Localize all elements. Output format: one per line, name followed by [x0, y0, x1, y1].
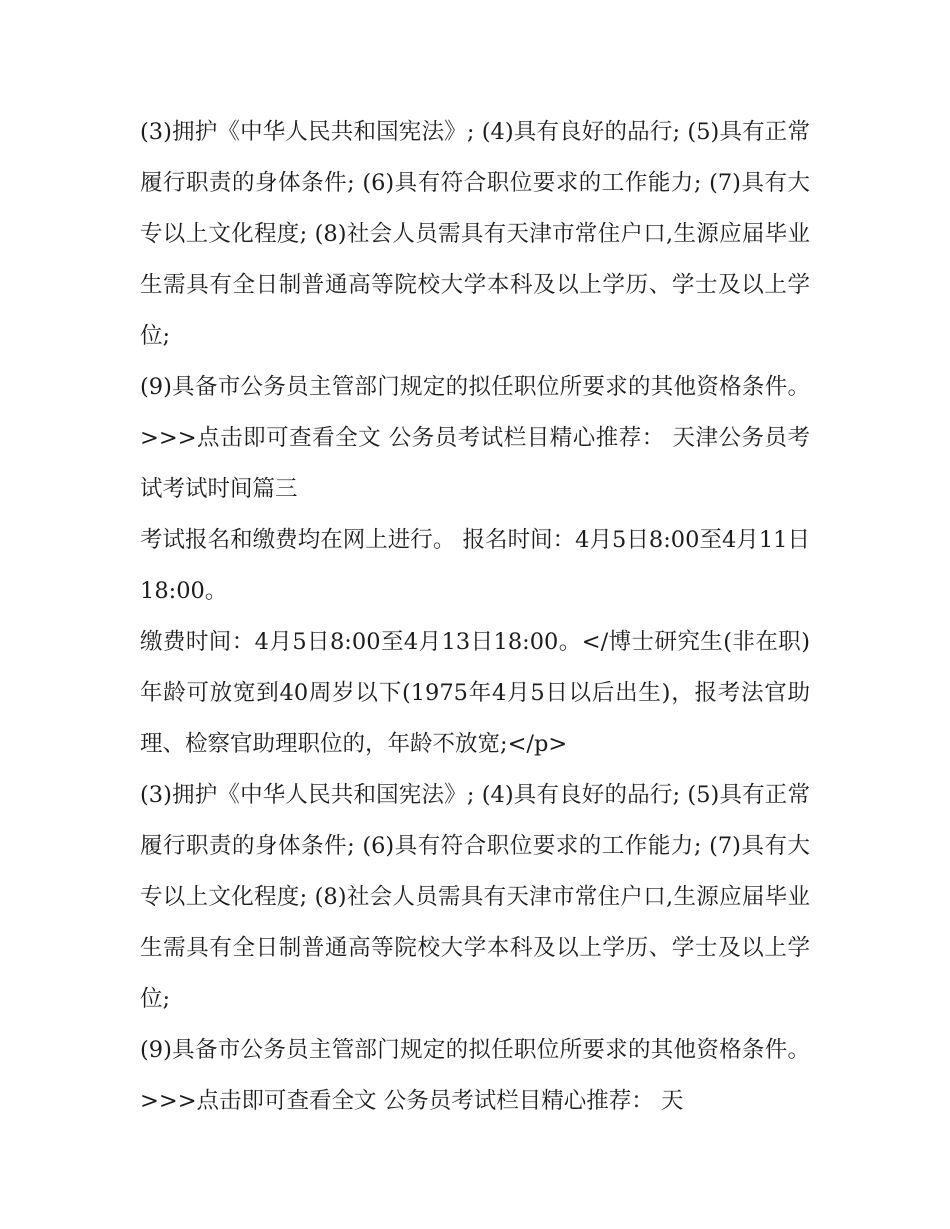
paragraph-qualifications-3: (3)拥护《中华人民共和国宪法》; (4)具有良好的品行; (5)具有正常履行职责的身体条件; (6)具有符合职位要求的工作能力; (7)具有大专以上文化程度; (8)社会人员需具有天津市常住户口,生源应届毕业生需具有全日制普通高等院校大学本科及以上学历、学士及以上学位;: [140, 782, 810, 1012]
paragraph-qualifications-1: (3)拥护《中华人民共和国宪法》; (4)具有良好的品行; (5)具有正常履行职责的身体条件; (6)具有符合职位要求的工作能力; (7)具有大专以上文化程度; (8)社会人员需具有天津市常住户口,生源应届毕业生需具有全日制普通高等院校大学本科及以上学历、学士及以上学位;: [140, 119, 810, 349]
paragraph-qualifications-4: (9)具备市公务员主管部门规定的拟任职位所要求的其他资格条件。>>>点击即可查看全文 公务员考试栏目精心推荐： 天: [140, 1037, 810, 1114]
paragraph-qualifications-2: (9)具备市公务员主管部门规定的拟任职位所要求的其他资格条件。>>>点击即可查看全文 公务员考试栏目精心推荐： 天津公务员考试考试时间篇三: [140, 374, 810, 502]
paragraph-payment-time: 缴费时间：4月5日8:00至4月13日18:00。</博士研究生(非在职)年龄可放宽到40周岁以下(1975年4月5日以后出生)，报考法官助理、检察官助理职位的，年龄不放宽;</p>: [140, 629, 810, 757]
paragraph-registration-time: 考试报名和缴费均在网上进行。 报名时间：4月5日8:00至4月11日18:00。: [140, 527, 810, 604]
document-body: [140, 107, 810, 1127]
